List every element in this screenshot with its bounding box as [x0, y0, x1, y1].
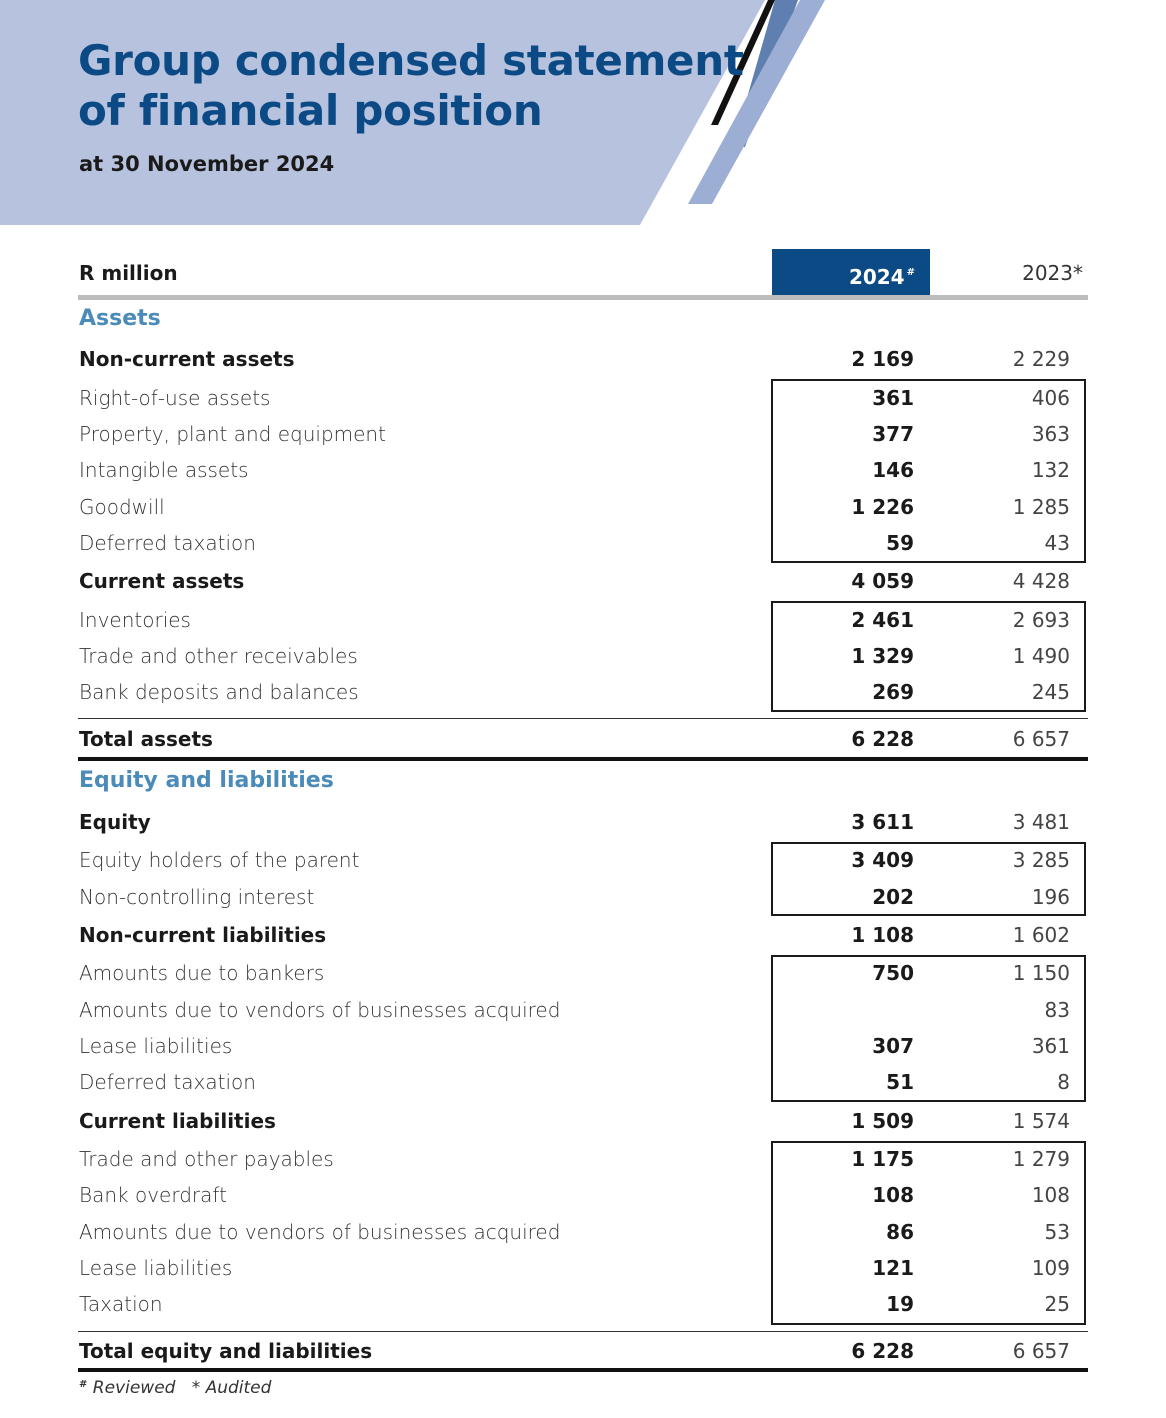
row-label: Deferred taxation — [79, 531, 256, 555]
value-2024: 2 461 — [851, 608, 914, 632]
column-2024-label: 2024 — [848, 265, 905, 289]
row-label: Amounts due to bankers — [79, 961, 325, 985]
row-label: Taxation — [79, 1292, 163, 1316]
value-2023: 108 — [1031, 1183, 1070, 1207]
value-2024: 1 175 — [851, 1147, 914, 1171]
unit-label: R million — [79, 261, 178, 285]
divider — [78, 1331, 1088, 1332]
row-label: Total equity and liabilities — [79, 1339, 373, 1363]
column-header-2024 — [772, 249, 930, 295]
table-row-total — [78, 723, 1088, 755]
value-2023: 6 657 — [1012, 727, 1070, 751]
table-row — [78, 565, 1088, 597]
value-2023: 1 602 — [1012, 923, 1070, 947]
value-2023: 1 150 — [1012, 961, 1070, 985]
value-2023: 4 428 — [1012, 569, 1070, 593]
reviewed-marker: # — [906, 267, 915, 278]
value-2024: 4 059 — [851, 569, 914, 593]
table-row — [78, 640, 1088, 672]
table-row — [78, 343, 1088, 375]
value-2024: 59 — [886, 531, 914, 555]
value-2023: 1 285 — [1012, 495, 1070, 519]
row-label: Inventories — [79, 608, 191, 632]
page-title — [78, 36, 744, 136]
row-label: Bank deposits and balances — [79, 680, 359, 704]
value-2024: 3 611 — [851, 810, 914, 834]
table-header — [78, 249, 1088, 295]
value-2024: 6 228 — [851, 727, 914, 751]
value-2023: 83 — [1044, 998, 1070, 1022]
table-row — [78, 1252, 1088, 1284]
value-2023: 25 — [1044, 1292, 1070, 1316]
value-2024: 51 — [886, 1070, 914, 1094]
value-2023: 3 285 — [1012, 848, 1070, 872]
value-2024: 1 226 — [851, 495, 914, 519]
value-2024: 6 228 — [851, 1339, 914, 1363]
table-row — [78, 994, 1088, 1026]
table-row — [78, 1288, 1088, 1320]
value-2023: 1 279 — [1012, 1147, 1070, 1171]
table-row — [78, 382, 1088, 414]
row-label: Equity holders of the parent — [79, 848, 360, 872]
row-label: Equity — [79, 810, 151, 834]
table-row — [78, 881, 1088, 913]
value-2023: 3 481 — [1012, 810, 1070, 834]
footnote-reviewed: Reviewed — [92, 1378, 176, 1398]
row-label: Trade and other receivables — [79, 644, 358, 668]
value-2024: 1 329 — [851, 644, 914, 668]
table-row — [78, 604, 1088, 636]
value-2024: 307 — [872, 1034, 914, 1058]
value-2023: 1 490 — [1012, 644, 1070, 668]
value-2023: 363 — [1031, 422, 1070, 446]
title-line-1: Group condensed statement — [78, 36, 744, 85]
value-2023: 361 — [1031, 1034, 1070, 1058]
value-2024: 146 — [872, 458, 914, 482]
table-row — [78, 676, 1088, 708]
row-label: Trade and other payables — [79, 1147, 334, 1171]
table-row — [78, 957, 1088, 989]
value-2023: 43 — [1044, 531, 1070, 555]
value-2024: 3 409 — [851, 848, 914, 872]
footnote-audited: * Audited — [191, 1378, 272, 1398]
value-2024: 121 — [872, 1256, 914, 1280]
value-2023: 1 574 — [1012, 1109, 1070, 1133]
table-row — [78, 1143, 1088, 1175]
table-row — [78, 919, 1088, 951]
table-row — [78, 806, 1088, 838]
value-2024: 750 — [872, 961, 914, 985]
divider-thick — [78, 757, 1088, 761]
value-2024: 377 — [872, 422, 914, 446]
value-2023: 406 — [1031, 386, 1070, 410]
value-2023: 132 — [1031, 458, 1070, 482]
row-label: Total assets — [79, 727, 213, 751]
table-row — [78, 454, 1088, 486]
row-label: Non-current assets — [79, 347, 295, 371]
header-rule — [78, 295, 1088, 300]
row-label: Bank overdraft — [79, 1183, 227, 1207]
table-row — [78, 1179, 1088, 1211]
value-2024: 108 — [872, 1183, 914, 1207]
table-row — [78, 418, 1088, 450]
title-line-2: of financial position — [78, 86, 543, 135]
divider-thick — [78, 1368, 1088, 1372]
divider — [78, 718, 1088, 719]
row-label: Right-of-use assets — [79, 386, 271, 410]
value-2023: 6 657 — [1012, 1339, 1070, 1363]
value-2024: 361 — [872, 386, 914, 410]
row-label: Lease liabilities — [79, 1034, 233, 1058]
row-label: Amounts due to vendors of businesses acquired — [79, 998, 561, 1022]
footnote-reviewed-marker: # — [79, 1379, 88, 1390]
row-label: Amounts due to vendors of businesses acquired — [79, 1220, 561, 1244]
section-heading-assets: Assets — [79, 306, 161, 331]
value-2023: 53 — [1044, 1220, 1070, 1244]
table-row — [78, 527, 1088, 559]
row-label: Intangible assets — [79, 458, 249, 482]
table-row — [78, 844, 1088, 876]
value-2024: 1 108 — [851, 923, 914, 947]
table-row-total — [78, 1335, 1088, 1367]
value-2024: 269 — [872, 680, 914, 704]
row-label: Current assets — [79, 569, 245, 593]
value-2024: 19 — [886, 1292, 914, 1316]
value-2024: 1 509 — [851, 1109, 914, 1133]
value-2023: 196 — [1031, 885, 1070, 909]
row-label: Non-controlling interest — [79, 885, 315, 909]
row-label: Lease liabilities — [79, 1256, 233, 1280]
value-2024: 202 — [872, 885, 914, 909]
row-label: Deferred taxation — [79, 1070, 256, 1094]
table-row — [78, 1216, 1088, 1248]
table-row — [78, 1030, 1088, 1062]
value-2023: 2 229 — [1012, 347, 1070, 371]
value-2024: 2 169 — [851, 347, 914, 371]
table-row — [78, 1066, 1088, 1098]
row-label: Non-current liabilities — [79, 923, 327, 947]
row-label: Current liabilities — [79, 1109, 276, 1133]
table-row — [78, 491, 1088, 523]
value-2023: 109 — [1031, 1256, 1070, 1280]
table-row — [78, 1105, 1088, 1137]
row-label: Property, plant and equipment — [79, 422, 386, 446]
value-2023: 2 693 — [1012, 608, 1070, 632]
row-label: Goodwill — [79, 495, 165, 519]
value-2024: 86 — [886, 1220, 914, 1244]
value-2023: 245 — [1031, 680, 1070, 704]
footnote — [79, 1378, 271, 1398]
value-2023: 8 — [1057, 1070, 1070, 1094]
column-header-2023: 2023* — [1022, 261, 1083, 285]
page-subtitle: at 30 November 2024 — [79, 152, 335, 176]
section-heading-equity-liabilities: Equity and liabilities — [79, 768, 334, 793]
